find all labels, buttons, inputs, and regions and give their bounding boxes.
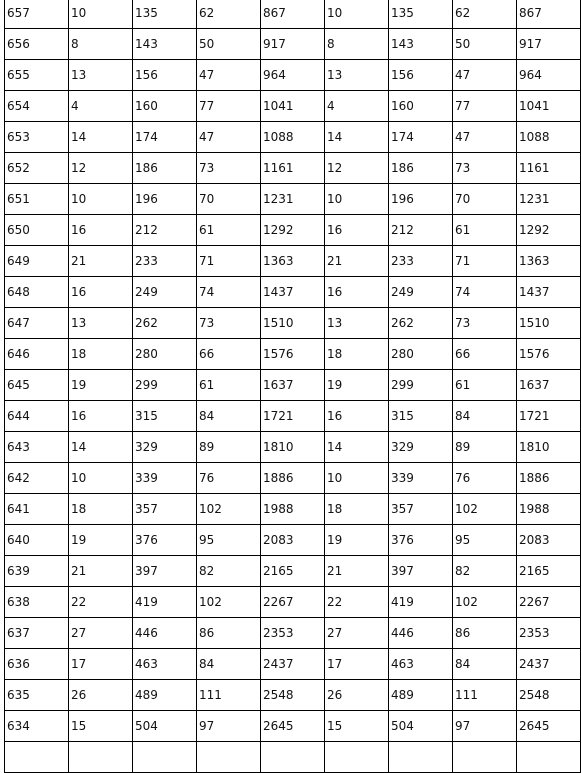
table-cell: 2267 <box>261 587 325 618</box>
table-cell: 634 <box>5 711 69 742</box>
table-cell: 86 <box>453 618 517 649</box>
table-cell: 1637 <box>261 370 325 401</box>
table-cell: 1088 <box>261 122 325 153</box>
table-cell: 917 <box>261 29 325 60</box>
table-cell: 1576 <box>261 339 325 370</box>
table-cell: 14 <box>69 432 133 463</box>
table-cell: 964 <box>261 60 325 91</box>
table-cell: 66 <box>453 339 517 370</box>
table-cell: 1292 <box>517 215 581 246</box>
table-cell: 1988 <box>261 494 325 525</box>
table-cell: 212 <box>389 215 453 246</box>
table-cell: 77 <box>197 91 261 122</box>
table-row <box>5 587 581 618</box>
table-cell: 10 <box>69 0 133 29</box>
table-cell: 650 <box>5 215 69 246</box>
table-cell: 16 <box>69 401 133 432</box>
table-cell: 653 <box>5 122 69 153</box>
table-cell: 2267 <box>517 587 581 618</box>
table-cell: 652 <box>5 153 69 184</box>
table-cell: 1231 <box>261 184 325 215</box>
table-cell: 2165 <box>517 556 581 587</box>
table-cell: 1088 <box>517 122 581 153</box>
table-cell: 19 <box>69 525 133 556</box>
table-cell: 280 <box>389 339 453 370</box>
table-cell: 638 <box>5 587 69 618</box>
table-cell: 73 <box>197 308 261 339</box>
table-cell: 74 <box>453 277 517 308</box>
table-cell: 645 <box>5 370 69 401</box>
table-cell: 74 <box>197 277 261 308</box>
table-cell: 17 <box>325 649 389 680</box>
table-cell: 27 <box>325 618 389 649</box>
table-cell: 102 <box>197 494 261 525</box>
table-cell: 95 <box>197 525 261 556</box>
table-row <box>5 339 581 370</box>
table-row <box>5 60 581 91</box>
table-row <box>5 122 581 153</box>
table-cell: 2645 <box>517 711 581 742</box>
table-cell: 16 <box>325 277 389 308</box>
table-cell: 1988 <box>517 494 581 525</box>
table-cell: 62 <box>197 0 261 29</box>
table-cell: 649 <box>5 246 69 277</box>
table-cell: 47 <box>453 60 517 91</box>
table-cell: 1231 <box>517 184 581 215</box>
table-cell: 71 <box>197 246 261 277</box>
table-cell: 2548 <box>261 680 325 711</box>
table-cell: 97 <box>453 711 517 742</box>
table-cell: 647 <box>5 308 69 339</box>
table-cell: 636 <box>5 649 69 680</box>
table-cell: 89 <box>197 432 261 463</box>
table-row <box>5 401 581 432</box>
table-cell: 1637 <box>517 370 581 401</box>
table-cell: 86 <box>197 618 261 649</box>
table-cell: 21 <box>325 246 389 277</box>
table-cell: 8 <box>325 29 389 60</box>
table-cell: 329 <box>133 432 197 463</box>
table-cell: 446 <box>389 618 453 649</box>
table-cell: 102 <box>453 494 517 525</box>
table-cell: 186 <box>133 153 197 184</box>
table-cell: 61 <box>197 215 261 246</box>
table-cell: 637 <box>5 618 69 649</box>
table-cell: 13 <box>69 60 133 91</box>
table-cell: 21 <box>69 246 133 277</box>
table-cell: 21 <box>69 556 133 587</box>
table-cell: 47 <box>197 60 261 91</box>
table-cell: 641 <box>5 494 69 525</box>
table-cell: 62 <box>453 0 517 29</box>
table-cell: 95 <box>453 525 517 556</box>
table-cell: 19 <box>69 370 133 401</box>
table-cell: 18 <box>69 494 133 525</box>
table-cell: 111 <box>453 680 517 711</box>
table-cell: 656 <box>5 29 69 60</box>
table-cell: 50 <box>453 29 517 60</box>
table-cell: 2437 <box>261 649 325 680</box>
table-cell: 84 <box>453 649 517 680</box>
table-cell: 212 <box>133 215 197 246</box>
table-cell: 446 <box>133 618 197 649</box>
table-cell: 26 <box>325 680 389 711</box>
table-cell: 1886 <box>517 463 581 494</box>
table-cell: 397 <box>389 556 453 587</box>
table-cell: 315 <box>389 401 453 432</box>
table-cell: 196 <box>133 184 197 215</box>
table-row <box>5 556 581 587</box>
table-cell: 1292 <box>261 215 325 246</box>
table-cell: 16 <box>69 277 133 308</box>
table-cell: 73 <box>453 308 517 339</box>
table-cell: 111 <box>197 680 261 711</box>
table-cell: 17 <box>69 649 133 680</box>
table-cell: 643 <box>5 432 69 463</box>
table-cell: 463 <box>389 649 453 680</box>
table-cell: 249 <box>133 277 197 308</box>
table-cell: 917 <box>517 29 581 60</box>
table-cell: 1576 <box>517 339 581 370</box>
table-cell: 12 <box>69 153 133 184</box>
table-cell: 1363 <box>517 246 581 277</box>
table-cell: 47 <box>197 122 261 153</box>
table-cell: 280 <box>133 339 197 370</box>
table-cell: 73 <box>453 153 517 184</box>
table-cell: 2165 <box>261 556 325 587</box>
table-cell: 376 <box>389 525 453 556</box>
table-cell: 1437 <box>517 277 581 308</box>
table-cell: 196 <box>389 184 453 215</box>
table-cell: 646 <box>5 339 69 370</box>
table-cell: 61 <box>453 215 517 246</box>
table-cell: 156 <box>133 60 197 91</box>
table-cell: 82 <box>197 556 261 587</box>
table-cell: 2645 <box>261 711 325 742</box>
table-cell: 504 <box>389 711 453 742</box>
table-cell: 2437 <box>517 649 581 680</box>
table-cell: 10 <box>325 0 389 29</box>
table-cell: 233 <box>389 246 453 277</box>
table-cell: 419 <box>389 587 453 618</box>
table-cell: 70 <box>453 184 517 215</box>
table-cell: 1886 <box>261 463 325 494</box>
table-cell: 4 <box>325 91 389 122</box>
table-cell: 2353 <box>517 618 581 649</box>
table-cell: 1363 <box>261 246 325 277</box>
table-cell: 635 <box>5 680 69 711</box>
table-cell: 13 <box>325 308 389 339</box>
table-cell: 639 <box>5 556 69 587</box>
table-cell: 15 <box>69 711 133 742</box>
table-cell: 299 <box>389 370 453 401</box>
table-cell: 26 <box>69 680 133 711</box>
table-cell: 1041 <box>517 91 581 122</box>
table-cell: 174 <box>133 122 197 153</box>
table-row <box>5 308 581 339</box>
table-cell: 299 <box>133 370 197 401</box>
table-cell: 14 <box>325 432 389 463</box>
table-cell: 71 <box>453 246 517 277</box>
table-cell: 642 <box>5 463 69 494</box>
table-cell: 644 <box>5 401 69 432</box>
table-row <box>5 463 581 494</box>
table-cell: 1721 <box>261 401 325 432</box>
table-cell: 143 <box>133 29 197 60</box>
table-cell: 376 <box>133 525 197 556</box>
table-cell: 504 <box>133 711 197 742</box>
table-row <box>5 711 581 742</box>
table-row <box>5 649 581 680</box>
table-cell: 1721 <box>517 401 581 432</box>
table-cell: 964 <box>517 60 581 91</box>
table-row <box>5 432 581 463</box>
table-cell: 77 <box>453 91 517 122</box>
table-cell: 16 <box>325 401 389 432</box>
table-cell: 651 <box>5 184 69 215</box>
table-cell: 489 <box>389 680 453 711</box>
table-cell: 97 <box>197 711 261 742</box>
table-cell: 61 <box>197 370 261 401</box>
table-row <box>5 618 581 649</box>
table-cell: 12 <box>325 153 389 184</box>
table-row <box>5 680 581 711</box>
table-cell: 1510 <box>261 308 325 339</box>
table-row <box>5 246 581 277</box>
table-row <box>5 29 581 60</box>
table-cell: 102 <box>197 587 261 618</box>
table-cell: 13 <box>325 60 389 91</box>
table-cell: 174 <box>389 122 453 153</box>
table-cell: 22 <box>325 587 389 618</box>
table-cell: 867 <box>261 0 325 29</box>
table-cell: 1810 <box>517 432 581 463</box>
table-row <box>5 91 581 122</box>
table-cell: 1510 <box>517 308 581 339</box>
table-cell: 1161 <box>517 153 581 184</box>
table-cell: 19 <box>325 370 389 401</box>
table-cell: 18 <box>325 339 389 370</box>
table-cell: 135 <box>389 0 453 29</box>
table-cell: 156 <box>389 60 453 91</box>
table-cell: 186 <box>389 153 453 184</box>
table-cell: 2083 <box>261 525 325 556</box>
table-cell: 339 <box>389 463 453 494</box>
table-cell: 13 <box>69 308 133 339</box>
table-cell: 19 <box>325 525 389 556</box>
table-row <box>5 215 581 246</box>
table-cell: 84 <box>453 401 517 432</box>
table-cell: 867 <box>517 0 581 29</box>
score-table <box>4 0 581 773</box>
table-cell: 8 <box>69 29 133 60</box>
table-cell: 76 <box>453 463 517 494</box>
table-cell: 419 <box>133 587 197 618</box>
table-cell: 4 <box>69 91 133 122</box>
table-cell: 84 <box>197 401 261 432</box>
table-cell: 66 <box>197 339 261 370</box>
table-cell: 143 <box>389 29 453 60</box>
table-cell: 16 <box>69 215 133 246</box>
table-cell: 14 <box>69 122 133 153</box>
table-cell: 61 <box>453 370 517 401</box>
table-cell: 262 <box>389 308 453 339</box>
table-cell: 489 <box>133 680 197 711</box>
table-cell: 315 <box>133 401 197 432</box>
table-cell: 10 <box>325 184 389 215</box>
table-cell: 648 <box>5 277 69 308</box>
table-cell: 1810 <box>261 432 325 463</box>
table-cell: 160 <box>133 91 197 122</box>
table-cell: 50 <box>197 29 261 60</box>
table-cell: 135 <box>133 0 197 29</box>
table-cell: 73 <box>197 153 261 184</box>
table-cell: 1437 <box>261 277 325 308</box>
table-row <box>5 525 581 556</box>
table-row <box>5 494 581 525</box>
table-cell: 70 <box>197 184 261 215</box>
table-cell: 640 <box>5 525 69 556</box>
table-cell: 16 <box>325 215 389 246</box>
table-cell: 262 <box>133 308 197 339</box>
table-row <box>5 0 581 29</box>
table-cell: 654 <box>5 91 69 122</box>
table-cell: 397 <box>133 556 197 587</box>
table-cell: 18 <box>69 339 133 370</box>
table-cell: 1041 <box>261 91 325 122</box>
table-cell: 47 <box>453 122 517 153</box>
table-cell: 89 <box>453 432 517 463</box>
table-cell: 655 <box>5 60 69 91</box>
table-cell: 160 <box>389 91 453 122</box>
table-cell: 357 <box>133 494 197 525</box>
table-row <box>5 277 581 308</box>
table-cell: 2353 <box>261 618 325 649</box>
table-cell: 10 <box>325 463 389 494</box>
table-cell: 233 <box>133 246 197 277</box>
table-cell: 1161 <box>261 153 325 184</box>
table-cell: 76 <box>197 463 261 494</box>
table-cell: 18 <box>325 494 389 525</box>
table-cell: 249 <box>389 277 453 308</box>
table-cell: 357 <box>389 494 453 525</box>
table-cell: 82 <box>453 556 517 587</box>
table-cell: 339 <box>133 463 197 494</box>
table-cell: 22 <box>69 587 133 618</box>
table-cell: 657 <box>5 0 69 29</box>
table-cell: 2083 <box>517 525 581 556</box>
table-cell: 15 <box>325 711 389 742</box>
table-cell: 21 <box>325 556 389 587</box>
table-cell: 10 <box>69 463 133 494</box>
table-cell: 2548 <box>517 680 581 711</box>
table-cell: 102 <box>453 587 517 618</box>
table-cell: 329 <box>389 432 453 463</box>
table-cell: 14 <box>325 122 389 153</box>
table-cell: 27 <box>69 618 133 649</box>
table-cell: 10 <box>69 184 133 215</box>
table-row <box>5 153 581 184</box>
table-cell: 84 <box>197 649 261 680</box>
table-cell: 463 <box>133 649 197 680</box>
table-row <box>5 370 581 401</box>
table-row <box>5 184 581 215</box>
score-table-body <box>5 0 581 773</box>
